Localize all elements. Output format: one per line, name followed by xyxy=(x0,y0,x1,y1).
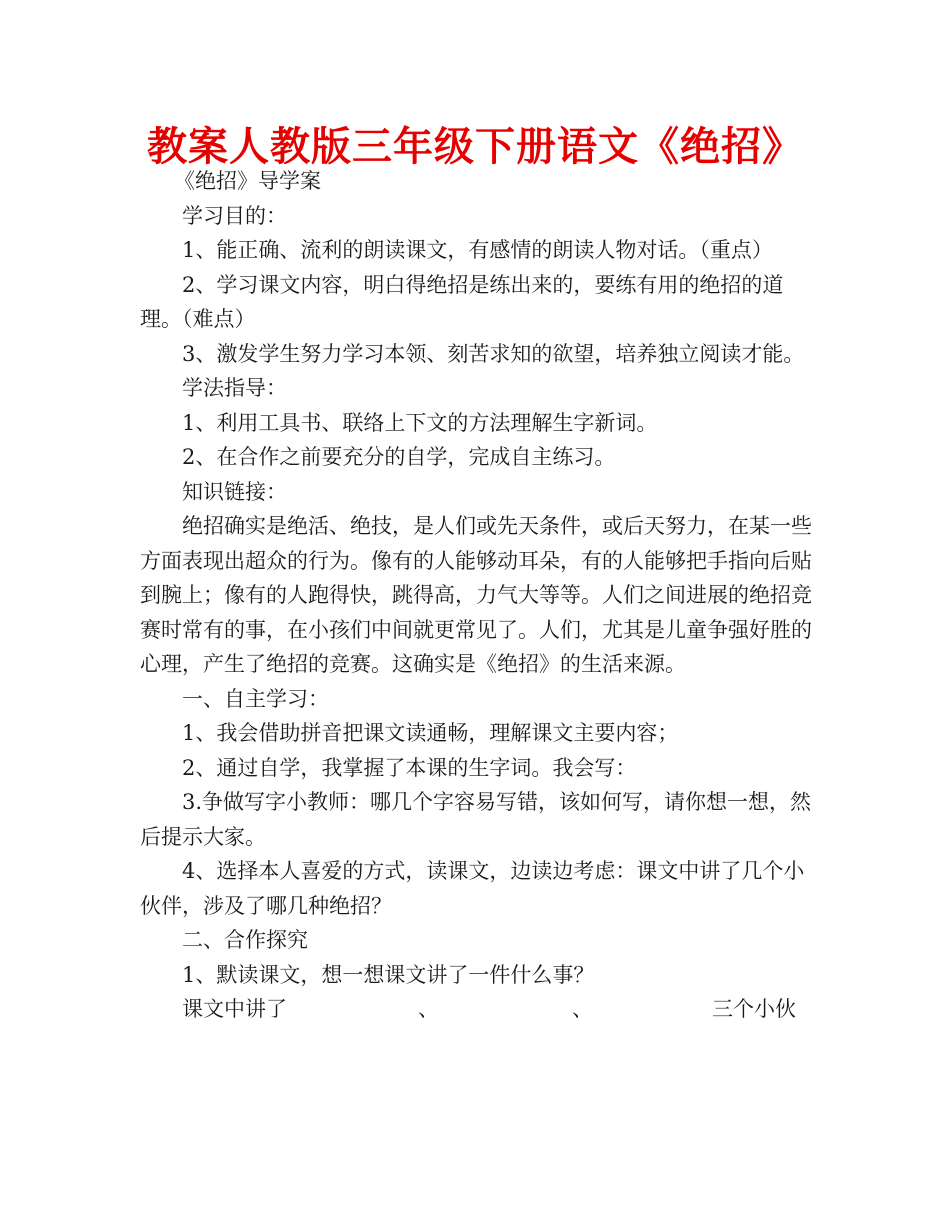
fill-line-lead: 课文中讲了 xyxy=(182,997,287,1021)
fill-line-tail: 三个小伙 xyxy=(712,997,796,1021)
paragraph: 二、合作探究 xyxy=(182,928,308,952)
paragraph: 2、通过自学，我掌握了本课的生字词。我会写： xyxy=(182,755,637,780)
paragraph: 2、在合作之前要充分的自学，完成自主练习。 xyxy=(182,445,616,469)
paragraph: 4、选择本人喜爱的方式，读课文，边读边考虑：课文中讲了几个小伙伴，涉及了哪几种绝招？ xyxy=(140,859,805,918)
fill-in-blank-line xyxy=(140,992,812,1027)
fill-line-separator: 、 xyxy=(418,997,439,1021)
paragraph: 学习目的： xyxy=(182,203,287,228)
paragraph: 1、我会借助拼音把课文读通畅，理解课文主要内容； xyxy=(182,721,679,745)
paragraph: 绝招确实是绝活、绝技，是人们或先天条件，或后天努力，在某一些方面表现出超众的行为。像有的人能够动耳朵，有的人能够把手指向后贴到腕上；像有的人跑得快，跳得高，力气大等等。人们之间进展的绝招竞赛时常有的事，在小孩们中间就更常见了。人们，尤其是儿童争强好胜的心理，产生了绝招的竞赛。这确实是《绝招》的生活来源。 xyxy=(140,514,812,676)
paragraph: 《绝招》导学案 xyxy=(174,169,321,193)
paragraph: 知识链接： xyxy=(182,479,287,504)
paragraph: 1、默读课文，想一想课文讲了一件什么事？ xyxy=(182,962,595,987)
paragraph: 2、学习课文内容，明白得绝招是练出来的，要练有用的绝招的道理。（难点） xyxy=(140,272,784,331)
paragraph: 学法指导： xyxy=(182,376,287,400)
paragraph: 3、激发学生努力学习本领、刻苦求知的欲望，培养独立阅读才能。 xyxy=(182,341,805,366)
paragraph: 一、自主学习： xyxy=(182,686,329,711)
paragraph: 1、能正确、流利的朗读课文，有感情的朗读人物对话。（重点） xyxy=(182,238,773,262)
document-title: 教案人教版三年级下册语文《绝招》 xyxy=(147,124,803,170)
paragraph: 1、利用工具书、联络上下文的方法理解生字新词。 xyxy=(182,410,658,435)
paragraph: 3.争做写字小教师：哪几个字容易写错，该如何写，请你想一想，然后提示大家。 xyxy=(140,790,812,849)
fill-line-separator: 、 xyxy=(572,997,593,1021)
document-body xyxy=(140,166,812,1027)
